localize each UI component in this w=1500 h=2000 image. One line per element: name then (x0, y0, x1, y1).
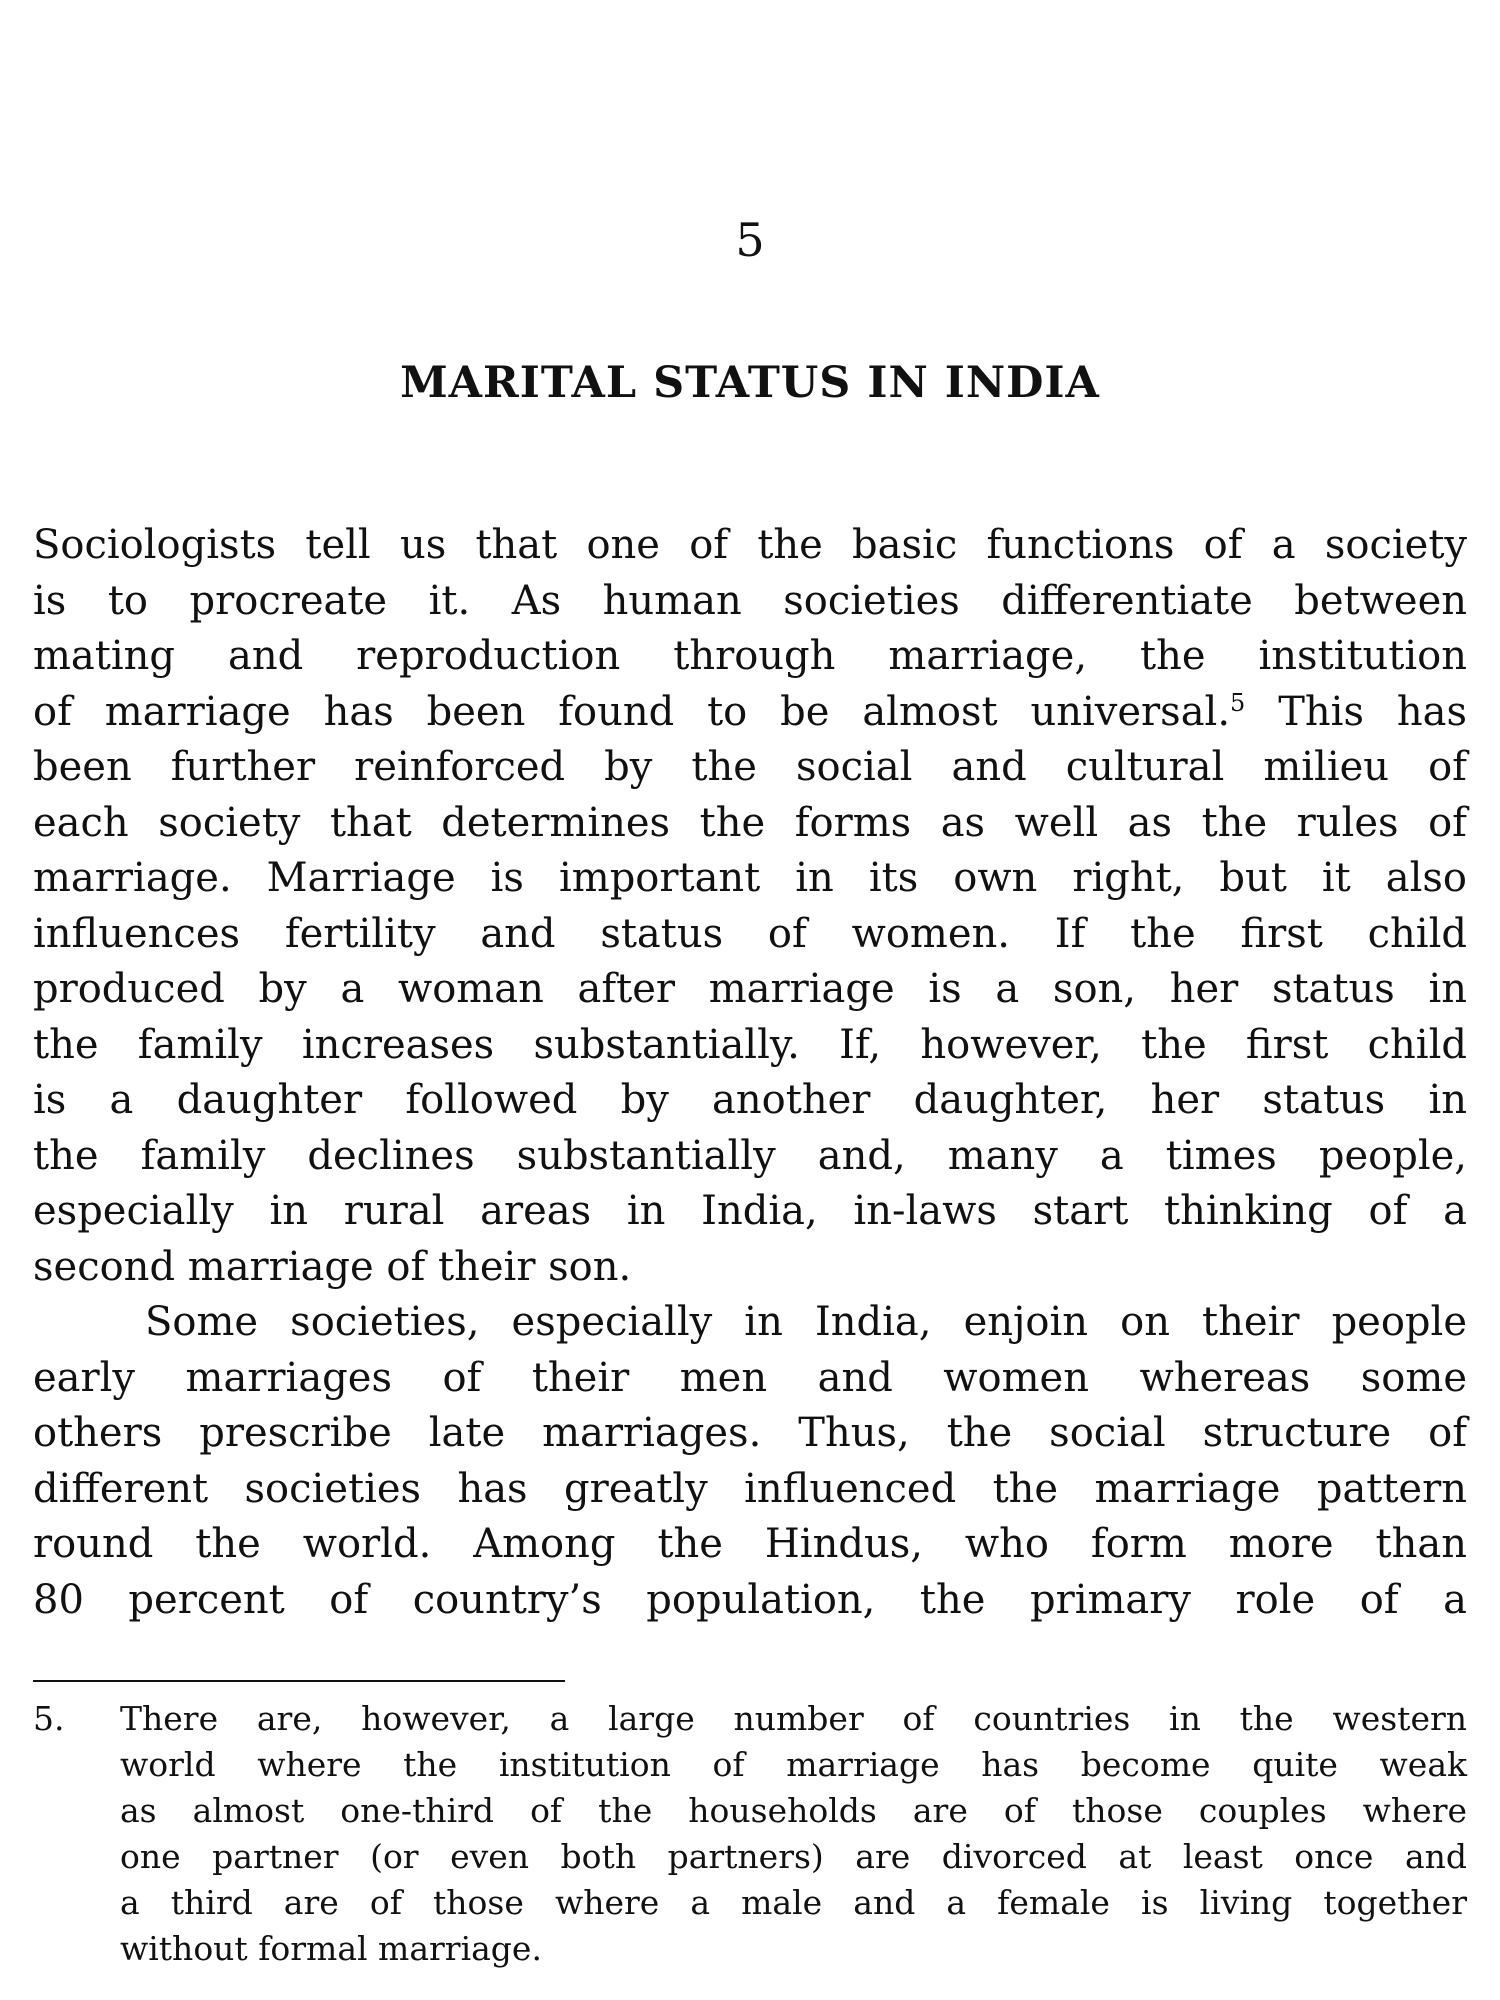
body-line: round the world. Among the Hindus, who form more than (33, 1521, 1467, 1567)
footnote-line: one partner (or even both partners) are divorced at least once and (120, 1837, 1467, 1876)
body-line: been further reinforced by the social and cultural milieu of (33, 744, 1467, 790)
body-line: each society that determines the forms as well as the rules of (33, 799, 1467, 846)
body-line: others prescribe late marriages. Thus, the social structure of (33, 1410, 1467, 1456)
footnote-line: world where the institution of marriage has become quite weak (120, 1745, 1467, 1784)
footnote-line: as almost one-third of the households are of those couples where (120, 1791, 1467, 1830)
body-line: different societies has greatly influenced the marriage pattern (33, 1465, 1467, 1512)
body-line: 80 percent of country’s population, the primary role of a (33, 1576, 1467, 1623)
chapter-number: 5 (735, 213, 765, 267)
body-line: is a daughter followed by another daughter, her status in (33, 1077, 1467, 1123)
body-line: especially in rural areas in India, in-laws start thinking of a (33, 1188, 1467, 1234)
body-line-text: of marriage has been found to be almost universal. (33, 688, 1231, 735)
footnote-reference: 5 (1230, 688, 1246, 717)
body-line-paragraph-end: second marriage of their son. (33, 1243, 632, 1290)
chapter-title: MARITAL STATUS IN INDIA (400, 358, 1100, 408)
footnote-text (120, 1696, 1467, 1972)
body-line: Sociologists tell us that one of the basic functions of a society (33, 522, 1467, 568)
footnote-line: There are, however, a large number of countries in the western (120, 1699, 1467, 1738)
footnote-line: a third are of those where a male and a female is living together (120, 1883, 1467, 1922)
body-line: marriage. Marriage is important in its own right, but it also (33, 855, 1467, 901)
footnote-divider (33, 1680, 565, 1682)
body-text (33, 518, 1467, 1628)
body-line-with-footnote-ref (33, 685, 1467, 741)
body-line: is to procreate it. As human societies differentiate between (33, 577, 1467, 624)
body-line: mating and reproduction through marriage, the institution (33, 633, 1467, 679)
body-line: the family increases substantially. If, however, the first child (33, 1021, 1467, 1068)
body-line-paragraph-start: Some societies, especially in India, enjoin on their people (145, 1299, 1467, 1345)
body-line: influences fertility and status of women. If the first child (33, 910, 1467, 957)
body-line-text-tail: This has (1245, 688, 1467, 735)
body-line: early marriages of their men and women whereas some (33, 1354, 1467, 1401)
body-line: produced by a woman after marriage is a son, her status in (33, 966, 1467, 1012)
body-line: the family declines substantially and, many a times people, (33, 1132, 1467, 1179)
footnote-line: without formal marriage. (120, 1929, 542, 1968)
footnote-number: 5. (33, 1699, 65, 1738)
